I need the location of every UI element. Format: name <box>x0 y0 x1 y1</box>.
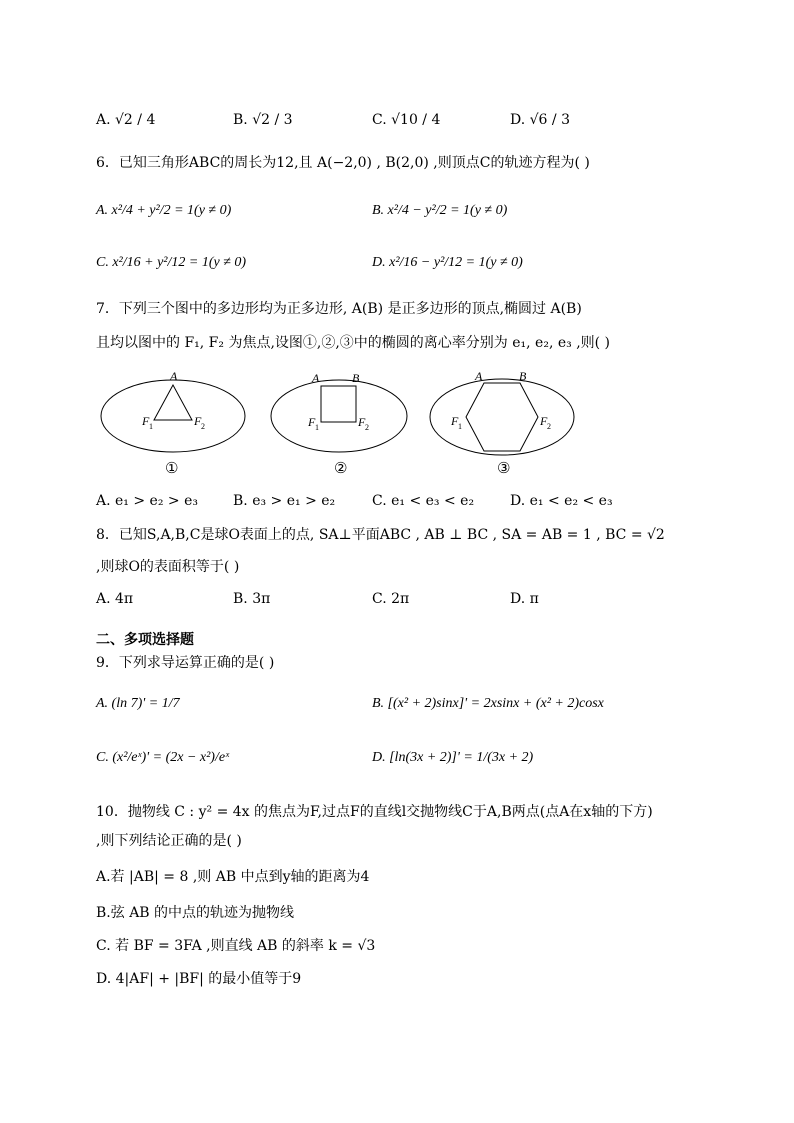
q7-stem-line1: 7．下列三个图中的多边形均为正多边形, A(B) 是正多边形的顶点,椭圆过 A(B) <box>96 301 582 317</box>
q10-stem-line2: ,则下列结论正确的是( ) <box>96 833 242 849</box>
q8-option-a: A. 4π <box>96 591 134 607</box>
q10-option-d: D. 4|AF| + |BF| 的最小值等于9 <box>96 971 302 987</box>
q7-stem-line2: 且均以图中的 F₁, F₂ 为焦点,设图①,②,③中的椭圆的离心率分别为 e₁, e₂, e₃ ,则( ) <box>96 335 611 351</box>
fig3-label-b: B <box>519 369 527 383</box>
fig2-label-a: A <box>312 371 320 385</box>
figure-3-hexagon-ellipse <box>427 368 577 458</box>
q6-option-c: C. x²/16 + y²/12 = 1(y ≠ 0) <box>96 255 247 270</box>
q9-option-c: C. (x²/eˣ)' = (2x − x²)/eˣ <box>96 750 230 765</box>
figure-3-label: ③ <box>497 459 511 477</box>
fig2-label-f1: F <box>308 415 316 429</box>
q7-option-a: A. e₁ > e₂ > e₃ <box>96 493 198 509</box>
fig3-label-f1: F <box>451 414 459 428</box>
fig2-sub-2: 2 <box>365 423 369 432</box>
fig3-sub-1: 1 <box>458 422 462 431</box>
fig3-label-f2: F <box>540 414 548 428</box>
fig1-label-f1: F <box>142 414 150 428</box>
q8-option-b: B. 3π <box>233 591 271 607</box>
q6-option-b: B. x²/4 − y²/2 = 1(y ≠ 0) <box>372 203 508 218</box>
q9-option-a: A. (ln 7)' = 1/7 <box>96 696 180 711</box>
fig3-sub-2: 2 <box>547 422 551 431</box>
fig1-label-a: A <box>170 369 178 383</box>
q5-option-b: B. √2 / 3 <box>233 112 293 128</box>
figure-1-triangle-ellipse <box>98 368 248 458</box>
q8-stem-line1: 8．已知S,A,B,C是球O表面上的点, SA⊥平面ABC , AB ⊥ BC , SA = AB = 1 , BC = √2 <box>96 527 665 543</box>
q6-option-d: D. x²/16 − y²/12 = 1(y ≠ 0) <box>372 255 523 270</box>
fig2-label-b: B <box>352 371 360 385</box>
q9-option-b: B. [(x² + 2)sinx]' = 2xsinx + (x² + 2)cosx <box>372 696 604 711</box>
q10-option-b: B.弦 AB 的中点的轨迹为抛物线 <box>96 905 295 921</box>
q7-option-d: D. e₁ < e₂ < e₃ <box>510 493 613 509</box>
q10-option-c: C. 若 BF = 3FA ,则直线 AB 的斜率 k = √3 <box>96 938 376 954</box>
q9-stem: 9．下列求导运算正确的是( ) <box>96 655 275 671</box>
fig1-sub-2: 2 <box>201 422 205 431</box>
section-2-title: 二、多项选择题 <box>96 632 194 648</box>
q8-option-d: D. π <box>510 591 539 607</box>
fig1-sub-1: 1 <box>149 422 153 431</box>
q10-stem-line1: 10．抛物线 C : y² = 4x 的焦点为F,过点F的直线l交抛物线C于A,B两点(点A在x轴的下方) <box>96 804 653 820</box>
q7-option-c: C. e₁ < e₃ < e₂ <box>372 493 475 509</box>
q5-option-c: C. √10 / 4 <box>372 112 441 128</box>
figure-2-square-ellipse <box>268 368 410 458</box>
fig2-sub-1: 1 <box>315 423 319 432</box>
q10-option-a: A.若 |AB| = 8 ,则 AB 中点到y轴的距离为4 <box>96 869 370 885</box>
q6-option-a: A. x²/4 + y²/2 = 1(y ≠ 0) <box>96 203 232 218</box>
fig2-label-f2: F <box>358 415 366 429</box>
q5-option-a: A. √2 / 4 <box>96 112 156 128</box>
q8-option-c: C. 2π <box>372 591 410 607</box>
fig1-label-f2: F <box>194 414 202 428</box>
q7-option-b: B. e₃ > e₁ > e₂ <box>233 493 336 509</box>
q8-stem-line2: ,则球O的表面积等于( ) <box>96 559 240 575</box>
q9-option-d: D. [ln(3x + 2)]' = 1/(3x + 2) <box>372 750 534 765</box>
q6-stem: 6．已知三角形ABC的周长为12,且 A(−2,0) , B(2,0) ,则顶点C的轨迹方程为( ) <box>96 155 590 171</box>
q5-option-d: D. √6 / 3 <box>510 112 570 128</box>
figure-2-label: ② <box>334 459 348 477</box>
fig3-label-a: A <box>475 369 483 383</box>
figure-1-label: ① <box>165 459 179 477</box>
